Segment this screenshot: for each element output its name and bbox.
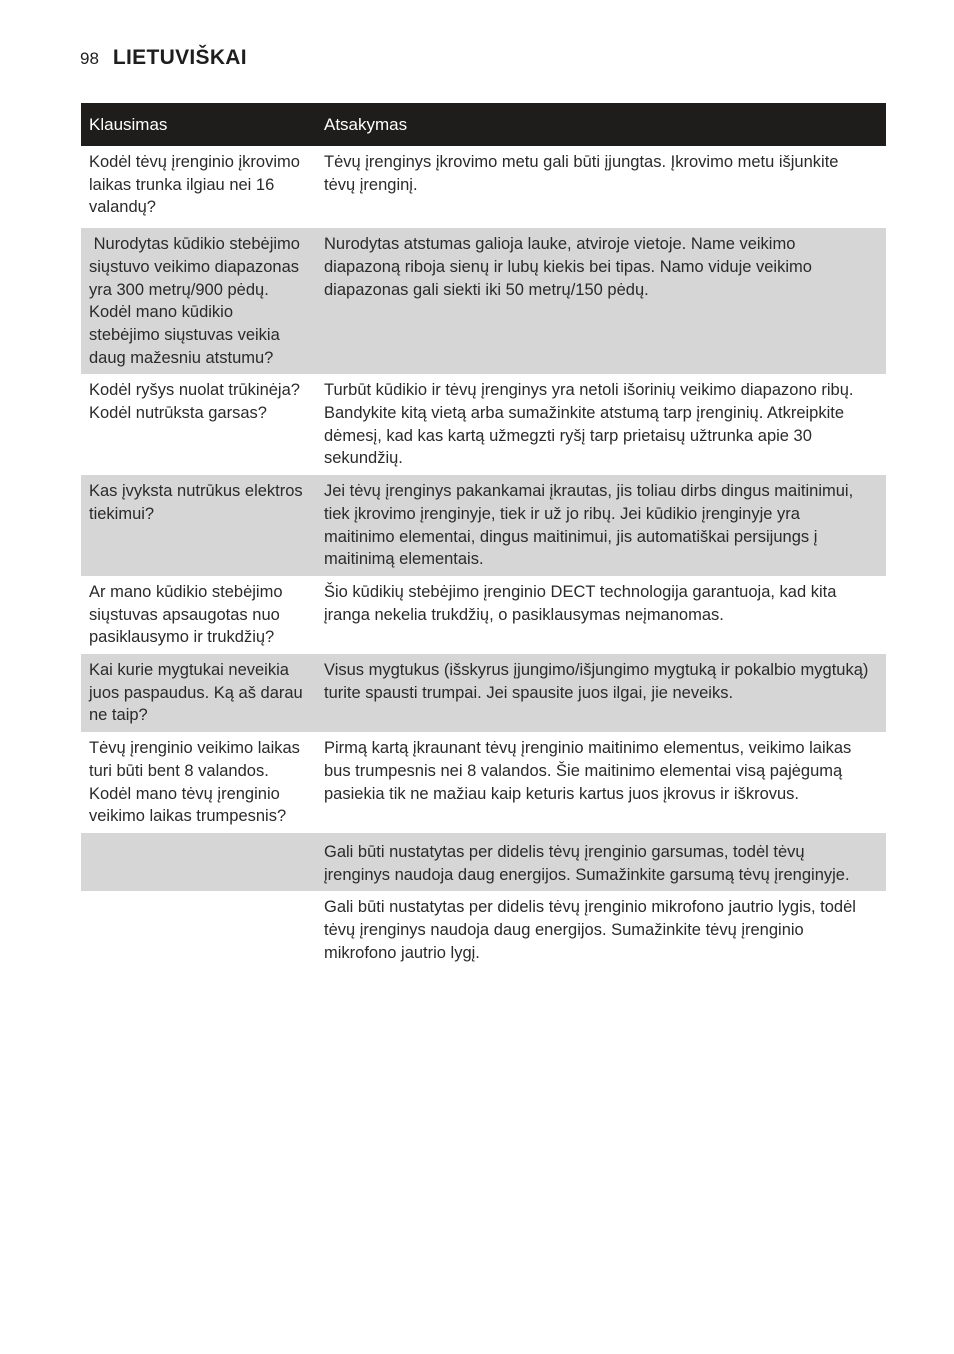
answer-cell: Visus mygtukus (išskyrus įjungimo/išjungimo mygtuką ir pokalbio mygtuką) turite spausti trumpai. Jei spausite juos ilgai, jie neveiks. [316,654,886,732]
table-row [81,475,886,576]
table-row [81,732,886,833]
page-language-title: LIETUVIŠKAI [112,46,247,69]
question-cell: Ar mano kūdikio stebėjimo siųstuvas apsaugotas nuo pasiklausymo ir trukdžių? [89,582,283,647]
table-row [81,374,886,475]
faq-table [81,103,886,970]
table-row [81,654,886,732]
question-cell [81,833,316,891]
question-cell: Nurodytas kūdikio stebėjimo siųstuvo veikimo diapazonas yra 300 metrų/900 pėdų. Kodėl mano kūdikio stebėjimo siųstuvas veikia daug mažesniu atstumu? [81,226,316,374]
answer-cell: Pirmą kartą įkraunant tėvų įrenginio maitinimo elementus, veikimo laikas bus trumpesnis nei 8 valandos. Šie maitinimo elementai visą pajėgumą pasiekia tik ne mažiau kaip keturis kartus juos įkrovus ir iškrovus. [324,739,852,803]
table-row [81,576,886,654]
answer-cell: Šio kūdikių stebėjimo įrenginio DECT technologija garantuoja, kad kita įranga nekelia trukdžių, o pasiklausymas neįmanomas. [324,582,837,624]
table-row [81,891,886,969]
answer-cell: Nurodytas atstumas galioja lauke, atviroje vietoje. Name veikimo diapazoną riboja sienų ir lubų kiekis bei tipas. Namo viduje veikimo diapazonas gali siekti iki 50 metrų/150 pėdų. [316,226,886,374]
question-cell [81,891,316,969]
header-question: Klausimas [81,103,316,146]
question-cell: Kodėl tėvų įrenginio įkrovimo laikas trunka ilgiau nei 16 valandų? [89,153,300,217]
question-cell: Kas įvyksta nutrūkus elektros tiekimui? [81,475,316,576]
table-header-row [81,103,886,146]
page-header [80,46,247,70]
question-cell: Tėvų įrenginio veikimo laikas turi būti bent 8 valandos. Kodėl mano tėvų įrenginio veikimo laikas trumpesnis? [89,739,300,826]
answer-cell: Gali būti nustatytas per didelis tėvų įrenginio garsumas, todėl tėvų įrenginys naudoja daug energijos. Sumažinkite garsumą tėvų įrenginyje. [316,833,886,891]
table-row [81,146,886,226]
question-cell: Kodėl ryšys nuolat trūkinėja? Kodėl nutrūksta garsas? [89,381,300,423]
question-cell: Kai kurie mygtukai neveikia juos paspaudus. Ką aš darau ne taip? [81,654,316,732]
answer-cell: Turbūt kūdikio ir tėvų įrenginys yra netoli išorinių veikimo diapazono ribų. Bandykite kitą vietą arba sumažinkite atstumą tarp įrenginių. Atkreipkite dėmesį, kad kas kartą užmegzti ryšį tarp prietaisų užtrunka apie 30 sekundžių. [324,381,854,468]
table-row [81,833,886,891]
table-row [81,226,886,374]
page-number: 98 [80,49,99,68]
answer-cell: Jei tėvų įrenginys pakankamai įkrautas, jis toliau dirbs dingus maitinimui, tiek įkrovimo įrenginyje, tiek ir už jo ribų. Jei kūdikio įrenginyje yra maitinimo elementai, dingus maitinimui, jis automatiškai persijungs į maitinimą elementais. [316,475,886,576]
answer-cell: Tėvų įrenginys įkrovimo metu gali būti įjungtas. Įkrovimo metu išjunkite tėvų įrenginį. [324,153,839,194]
header-answer: Atsakymas [316,103,886,146]
answer-cell: Gali būti nustatytas per didelis tėvų įrenginio mikrofono jautrio lygis, todėl tėvų įrenginys naudoja daug energijos. Sumažinkite tėvų įrenginio mikrofono jautrio lygį. [324,898,856,962]
